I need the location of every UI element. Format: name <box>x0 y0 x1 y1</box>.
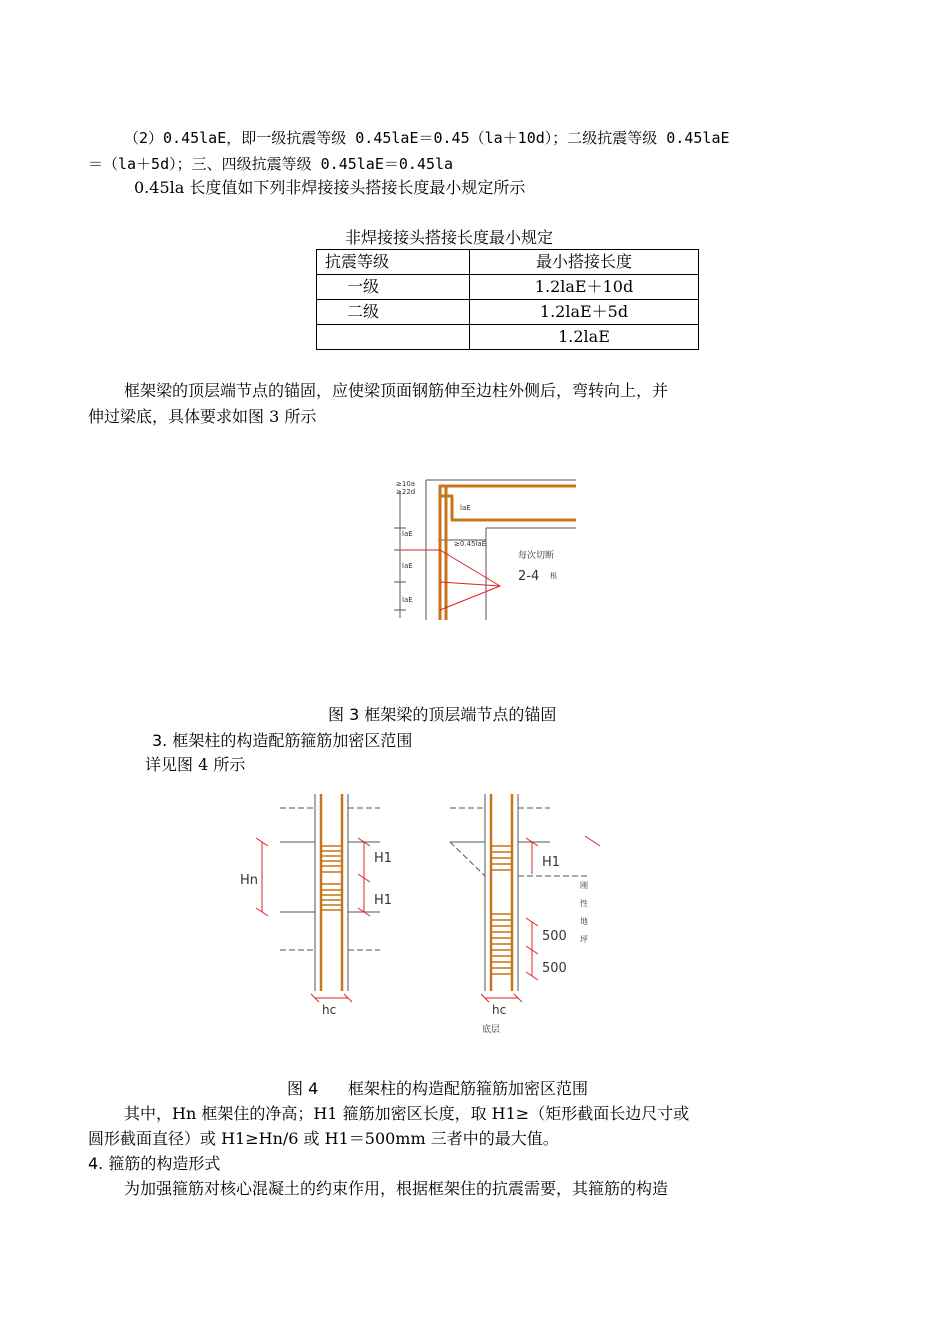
table-row <box>317 275 699 300</box>
label-ground-floor: 底层 <box>482 1025 501 1035</box>
para1-line1: （2）0.45laE，即一级抗震等级 0.45laE＝0.45（la＋10d）；二级抗震等级 0.45laE <box>124 129 730 147</box>
figure4-caption-text: 框架柱的构造配筋箍筋加密区范围 <box>348 1079 589 1098</box>
label-dim-045: ≥0.45laE <box>454 540 487 548</box>
label-rigid-2: 性 <box>580 899 588 908</box>
para1-line2: ＝（la＋5d）；三、四级抗震等级 0.45laE＝0.45la <box>88 155 454 173</box>
table-cell: 一级 <box>317 275 470 300</box>
label-h1-bottom: H1 <box>374 893 393 908</box>
table-cell: 二级 <box>317 300 470 325</box>
table-cell: 1.2laE＋5d <box>470 300 699 325</box>
label-lae-beam: laE <box>460 504 471 512</box>
label-lae-2: laE <box>402 562 413 570</box>
table-row <box>317 300 699 325</box>
label-rigid-3: 地 <box>580 917 588 926</box>
para3-line1: 其中，Hn 框架住的净高；H1 箍筋加密区长度，取 H1≥（矩形截面长边尺寸或 <box>124 1104 690 1123</box>
para2-line1: 框架梁的顶层端节点的锚固，应使梁顶面钢筋伸至边柱外侧后，弯转向上，并 <box>124 381 669 400</box>
para2-line2: 伸过梁底，具体要求如图 3 所示 <box>88 407 317 426</box>
left-stirrups <box>321 846 342 910</box>
cut-triangle <box>440 550 500 610</box>
label-h1-right: H1 <box>542 855 561 870</box>
para1-line3: 0.45la 长度值如下列非焊接接头搭接长度最小规定所示 <box>134 178 526 197</box>
label-lae-3: laE <box>402 596 413 604</box>
table-cell: 1.2laE＋10d <box>470 275 699 300</box>
figure4-drawing <box>230 786 620 1046</box>
section3-subtext: 详见图 4 所示 <box>145 755 246 774</box>
right-column <box>450 794 590 991</box>
label-500-1: 500 <box>542 929 567 944</box>
table-caption: 非焊接接头搭接长度最小规定 <box>345 228 554 247</box>
label-h1-top: H1 <box>374 851 393 866</box>
header-min-lap-length: 最小搭接长度 <box>470 250 699 275</box>
label-cut-unit: 根 <box>550 572 557 580</box>
table-row <box>317 325 699 350</box>
label-500-2: 500 <box>542 961 567 976</box>
table-header-row <box>317 250 699 275</box>
label-hn: Hn <box>240 873 259 888</box>
label-rigid-1: 刚 <box>580 881 588 890</box>
table-cell <box>317 325 470 350</box>
figure3-drawing <box>380 470 590 630</box>
label-hc-left: hc <box>322 1003 337 1017</box>
label-cut-count: 2-4 <box>518 569 540 584</box>
section3-heading: 3. 框架柱的构造配筋箍筋加密区范围 <box>152 731 413 750</box>
section4-line1: 为加强箍筋对核心混凝土的约束作用，根据框架住的抗震需要，其箍筋的构造 <box>124 1179 669 1198</box>
label-top-left-2: ≥22d <box>396 488 416 496</box>
label-lae-1: laE <box>402 530 413 538</box>
label-hc-right: hc <box>492 1003 507 1017</box>
label-top-left-1: ≥10a <box>396 480 416 488</box>
label-cut-note: 每次切断 <box>518 551 555 561</box>
label-rigid-4: 坪 <box>580 935 588 944</box>
left-column <box>280 794 380 991</box>
figure3-caption: 图 3 框架梁的顶层端节点的锚固 <box>328 705 557 724</box>
para3-line2: 圆形截面直径）或 H1≥Hn/6 或 H1＝500mm 三者中的最大值。 <box>88 1129 559 1148</box>
table-cell: 1.2laE <box>470 325 699 350</box>
lap-length-table <box>316 249 699 350</box>
header-seismic-grade: 抗震等级 <box>317 250 470 275</box>
right-stirrups <box>491 846 512 974</box>
section4-heading: 4. 箍筋的构造形式 <box>88 1154 221 1173</box>
figure4-caption-num: 图 4 <box>287 1079 319 1098</box>
